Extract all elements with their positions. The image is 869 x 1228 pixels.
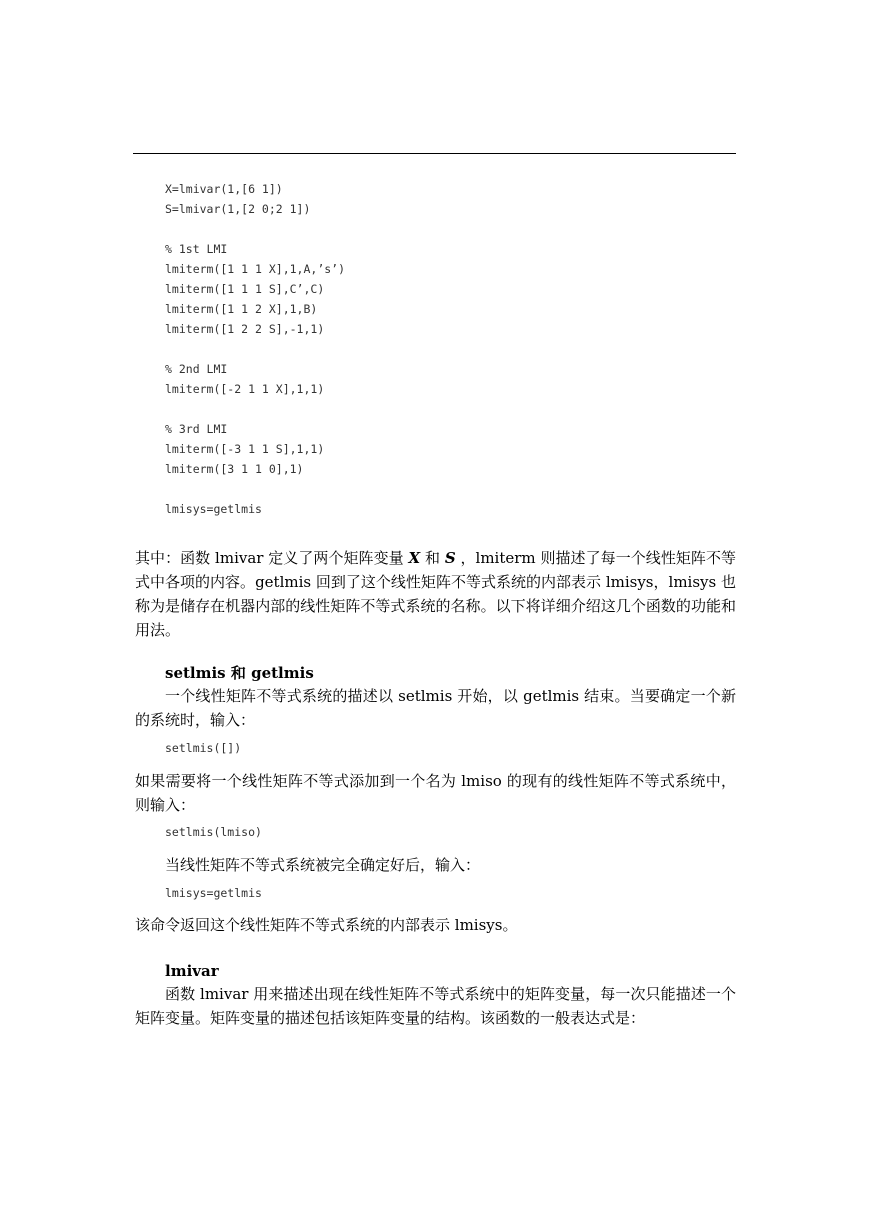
code-comment-line: % 3rd LMI [165,422,228,436]
code-line [165,339,345,359]
code-line [165,479,345,499]
text-segment: 和 [420,549,445,567]
section-heading-setlmis-getlmis [165,662,314,684]
code-line: lmiterm([1 1 2 X],1,B) [165,302,318,316]
code-line [165,399,345,419]
heading-part: 和 [225,664,252,682]
code-setlmis-empty: setlmis([]) [165,741,242,755]
code-line: lmiterm([-2 1 1 X],1,1) [165,382,325,396]
paragraph-lmivar-description: 函数 lmivar 用来描述出现在线性矩阵不等式系统中的矩阵变量，每一次只能描述一个矩阵变量。矩阵变量的描述包括该矩阵变量的结构。该函数的一般表达式是： [135,985,736,1027]
header-rule [133,153,736,154]
code-line: S=lmivar(1,[2 0;2 1]) [165,202,311,216]
code-line: lmiterm([3 1 1 0],1) [165,462,304,476]
code-line: lmisys=getlmis [165,502,262,516]
text-segment: 其中：函数 lmivar 定义了两个矩阵变量 [135,549,409,567]
paragraph-setlmis-intro: 一个线性矩阵不等式系统的描述以 setlmis 开始，以 getlmis 结束。当要确定一个新的系统时，输入： [135,687,736,729]
code-setlmis-lmiso: setlmis(lmiso) [165,825,262,839]
heading-part: setlmis [165,664,226,682]
text-segment: ，lmiterm 则描述了每一个线性矩阵不等式中各项的内容。getlmis 回到了这个线性矩阵不等式系统的内部表示 lmisys，lmisys 也称为是储存在机器内部的线性矩阵不等式系统的名称。以下将详细介绍这几个函数的功能和用法。 [135,549,737,639]
heading-part: getlmis [251,664,314,682]
code-line [165,219,345,239]
code-line: lmiterm([-3 1 1 S],1,1) [165,442,325,456]
paragraph-returns-lmisys: 该命令返回这个线性矩阵不等式系统的内部表示 lmisys。 [135,916,518,934]
code-line: lmiterm([1 2 2 S],-1,1) [165,322,325,336]
code-line: lmiterm([1 1 1 S],C’,C) [165,282,325,296]
section-heading-lmivar: lmivar [165,962,219,980]
code-line: X=lmivar(1,[6 1]) [165,182,283,196]
paragraph-explanation [135,546,736,642]
matrix-variable-s: S [444,549,456,567]
paragraph-add-lmi: 如果需要将一个线性矩阵不等式添加到一个名为 lmiso 的现有的线性矩阵不等式系统中，则输入： [135,772,736,814]
code-line: lmiterm([1 1 1 X],1,A,’s’) [165,262,346,276]
code-getlmis: lmisys=getlmis [165,886,262,900]
matrix-variable-x: X [408,549,421,567]
code-comment-line: % 2nd LMI [165,362,228,376]
code-comment-line: % 1st LMI [165,242,228,256]
code-block-lmi-definition [165,179,345,519]
paragraph-system-complete: 当线性矩阵不等式系统被完全确定好后，输入： [165,856,481,874]
